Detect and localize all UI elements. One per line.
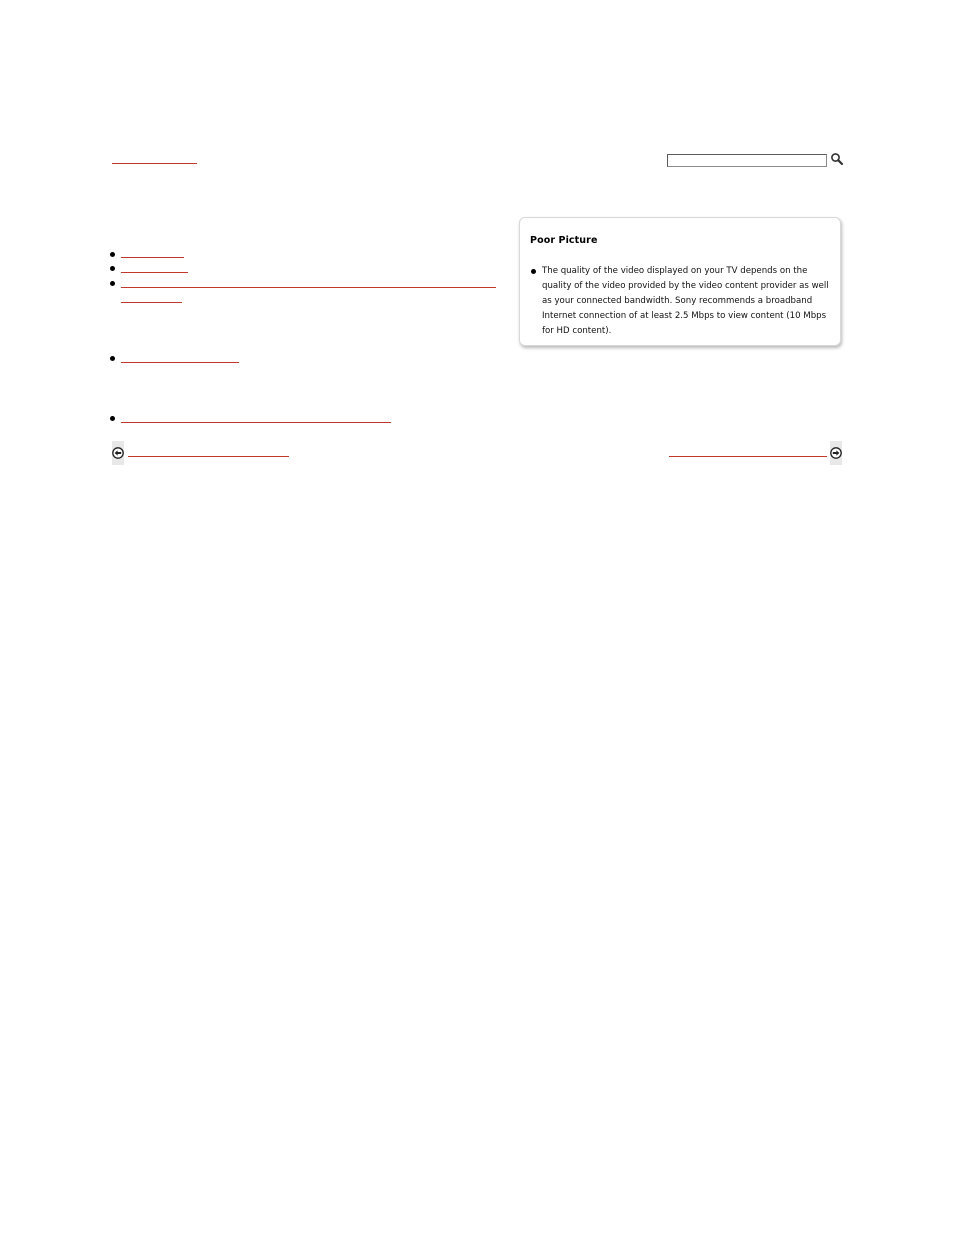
list-link-5[interactable]: [121, 422, 391, 423]
next-button[interactable]: [830, 441, 842, 465]
list-link-3[interactable]: [121, 287, 496, 288]
list-bullet: [110, 416, 115, 421]
magnifier-icon: [830, 152, 844, 166]
info-box: [519, 217, 841, 346]
prev-button[interactable]: [112, 441, 124, 465]
search-button[interactable]: [830, 152, 844, 166]
list-link-4[interactable]: [121, 362, 239, 363]
info-box-title: Poor Picture: [530, 235, 598, 246]
info-box-text: The quality of the video displayed on your TV depends on the quality of the video provided by the video content provider as well as your connected bandwidth. Sony recommends a broadband Internet connection of at least 2.5 Mbps to view content (10 Mbps for HD content).: [542, 266, 829, 336]
top-link[interactable]: [112, 163, 197, 164]
list-link-3-continued[interactable]: [121, 302, 182, 303]
list-link-1[interactable]: [121, 257, 184, 258]
arrow-left-circle-icon: [112, 447, 124, 459]
prev-link[interactable]: [128, 456, 289, 457]
search-input[interactable]: [667, 154, 827, 167]
arrow-right-circle-icon: [830, 447, 842, 459]
list-link-2[interactable]: [121, 272, 188, 273]
list-bullet: [110, 252, 115, 257]
list-bullet: [110, 281, 115, 286]
list-bullet: [110, 356, 115, 361]
info-box-bullet: [531, 269, 536, 274]
next-link[interactable]: [669, 456, 827, 457]
list-bullet: [110, 266, 115, 271]
